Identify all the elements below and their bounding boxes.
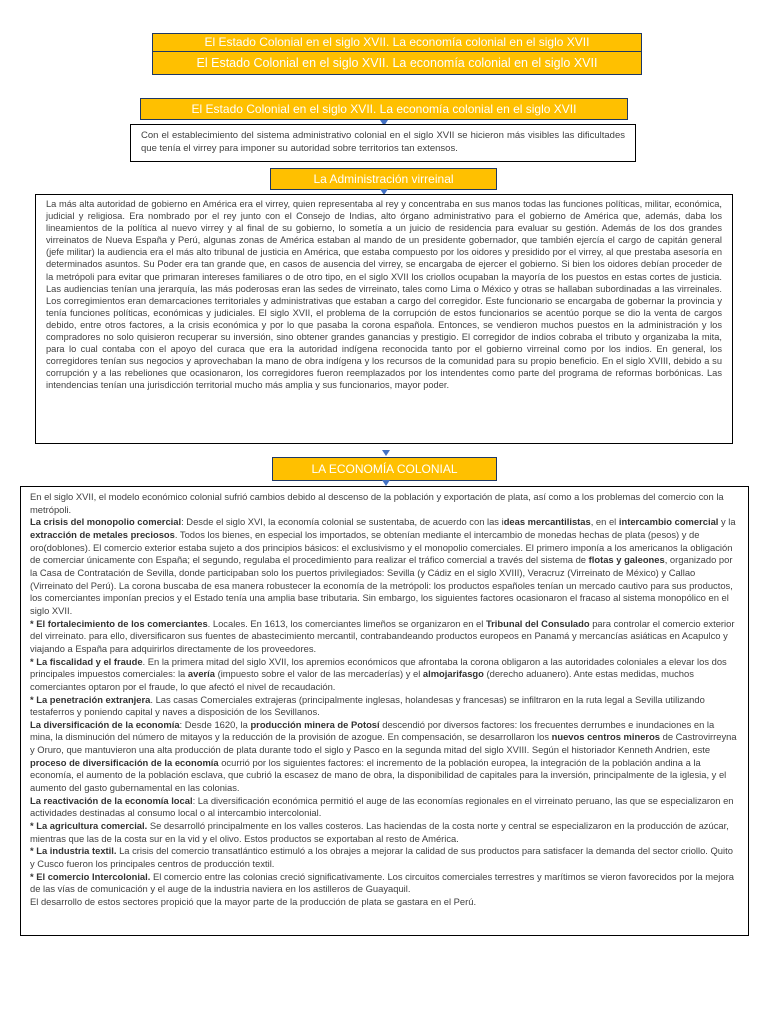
admin-heading: La Administración virreinal [313, 172, 454, 186]
div-title: La diversificación de la economía [30, 718, 180, 730]
admin-body-box [35, 194, 733, 444]
admin-heading-box [270, 168, 497, 190]
title-main-text: El Estado Colonial en el siglo XVII. La economía colonial en el siglo XVII [196, 56, 598, 70]
arrow-down-icon [382, 450, 390, 456]
title-second-text: El Estado Colonial en el siglo XVII. La economía colonial en el siglo XVII [191, 102, 577, 116]
econ-crisis-paragraph: La crisis del monopolio comercial: Desde el siglo XVI, la economía colonial se sustentaba, de acuerdo con las ideas mercantilistas, en el intercambio comercial y la extracción de metales preciosos. Todos los bienes, en especial los importados, se obtenían mediante el intercambio de monedas hechas de plata (pesos) y de oro(doblones). El comercio exterior estaba sujeto a dos principios básicos: el exclusivismo y el monopolio comerciales. El primero imponía a los americanos la obligación de comerciar únicamente con España; el segundo, regulaba el procedimiento para realizar el tráfico comercial a través del sistema de flotas y galeones, organizado por la Casa de Contratación de Sevilla, donde participaban solo los puertos privilegiados: Sevilla (y Cádiz en el siglo XVIII), Veracruz (Virreinato de México) y Callao (Virreinato del Perú). La corona buscaba de esa manera robustecer la economía de la metrópoli: los productos españoles tenían un mercado cautivo para sus productos, los comerciantes imponían precios y el Estado tenía una amplia base tributaria. Sin embargo, los siguientes factores ocasionaron el fracaso al sistema monopólico en el siglo XVII. [30, 516, 736, 616]
econ-agricultura-paragraph: * La agricultura comercial. Se desarrolló principalmente en los valles costeros. Las haciendas de la costa norte y central se especializaron en la producción de azúcar, mientras que las de la costa sur en la vid y el olivo. Estos productos se exportaban al resto de América. [30, 820, 729, 844]
title-ghost-box [152, 33, 642, 53]
intro-text: Con el establecimiento del sistema administrativo colonial en el siglo XVII se hicieron más visibles las dificultades que tenía el virrey para imponer su autoridad sobre territorios tan extensos. [141, 130, 625, 154]
fort-title: * El fortalecimiento de los comerciantes [30, 617, 208, 629]
title-main-box [152, 51, 642, 75]
econ-body-box [20, 486, 749, 936]
econ-fortalecimiento-paragraph: * El fortalecimiento de los comerciantes. Locales. En 1613, los comerciantes limeños se organizaron en el Tribunal del Consulado para controlar el comercio exterior del virreinato. para ello, diversificaron sus fuentes de abastecimiento mercantil, contrabandeando productos europeos en Panamá y mercancías asiáticas en Acapulco y viajando a España para adquirirlos directamente de los proveedores. [30, 617, 735, 654]
econ-diversificacion-paragraph: La diversificación de la economía: Desde 1620, la producción minera de Potosí descendió por diversos factores: los frecuentes derrumbes e inundaciones en la mina, la disminución del número de mitayos y la reducción de la provisión de azogue. En compensación, se desarrollaron los nuevos centros mineros de Castrovirreyna y Oruro, que mantuvieron una alta producción de plata durante todo el siglo y Pasco en la segunda mitad del siglo XVIII. Según el historiador Kenneth Andrien, este proceso de diversificación de la economía ocurrió por los siguientes factores: el incremento de la población europea, la integración de la población andina a la economía, el aumento de la población esclava, que cubrió la escasez de mano de obra, la disponibilidad de capitales para la inversión, principalmente de la iglesia, y el aumento del gasto gubernamental en las colonias. [30, 718, 737, 794]
admin-body-text: La más alta autoridad de gobierno en América era el virrey, quien representaba al rey y concentraba en sus manos todas las funciones políticas, militar, económica, judicial y religiosa. Era nombrado por el rey junto con el Consejo de Indias, alto órgano administrativo para el gobierno de América que, además, daba los lineamientos de la política al nuevo virrey y al final de su gobierno, lo sometía a un juicio de residencia para evaluar su gestión. Además de los dos grandes virreinatos de Nueva España y Perú, algunas zonas de América estaban al mando de un presidente gobernador, que también ejercía el cargo de capitán general (jefe militar) la audiencia era el más alto tribunal de justicia en América, que estaba compuesto por los oidores y presidido por el virrey, al que prestaba asesoría en determinados asuntos. Su Poder era tan grande que, en casos de ausencia del virrey, se encargaba de ejercer el gobierno. Si bien los oidores debían proceder de la metrópoli para evitar que primaran intereses familiares o de otro tipo, en el siglo XVII los criollos ocupaban la mayoría de los puestos en estas cortes de justicia. Las audiencias tenían una jerarquía, las más poderosas eran las sedes de virreinato, tales como Lima o México y otras se hallaban subordinadas a las virreinales. Los corregimientos eran demarcaciones territoriales y administrativas que estaban a cargo del corregidor. Este funcionario se encargaba de gobernar la provincia y tenía funciones políticas, económicas y judiciales. El siglo XVII, el problema de la corrupción de estos funcionarios se acentúo porque se dio la venta de cargos debido, entre otros factores, a la crisis económica y por lo que pasaba la corona española. Entonces, se vendieron muchos puestos en la administración y los compradores no solo quisieron recuperar su inversión, sino obtener grandes ganancias y prestigio. El corregidor de indios cobraba el tributo y organizaba la mita, para lo cual contaba con el apoyo del curaca que era la autoridad indígena reconocida tanto por el gobierno virreinal como por los indios. En general, los corregidores tenían sus negocios y aprovechaban la mano de obra indígena y los recursos de la comunidad para su propio beneficio. En el siglo XVIII, debido a su corrupción y a las rebeliones que ocasionaron, los corregidores fueron reemplazados por los intendentes como parte del programa de reformas borbónicas. Las intendencias tenían una jurisdicción territorial mucho más amplia y sus funcionarios, mayor poder. [46, 199, 722, 391]
title-second-box [140, 98, 628, 120]
pen-title: * La penetración extranjera [30, 693, 151, 705]
text-title: * La industria textil. [30, 845, 117, 857]
econ-heading-box [272, 457, 497, 481]
inter-title: * El comercio Intercolonial. [30, 870, 151, 882]
econ-intercolonial-paragraph: * El comercio Intercolonial. El comercio entre las colonias creció significativamente. Los circuitos comerciales terrestres y marítimos se vieron favorecidos por la mejora de las vías de comunicación y el auge de la industria naviera en los astilleros de Guayaquil. [30, 870, 734, 895]
intro-box [130, 124, 636, 162]
econ-intro-paragraph: En el siglo XVII, el modelo económico colonial sufrió cambios debido al descenso de la población y exportación de plata, así como a los problemas del comercio con la metrópoli. [30, 491, 724, 515]
econ-penetracion-paragraph: * La penetración extranjera. Las casas Comerciales extrajeras (principalmente inglesas, holandesas y francesas) se infiltraron en la ruta legal a Sevilla utilizando testaferros y poniendo capital y naves a disposición de los Sevillanos. [30, 693, 705, 718]
title-ghost-text: El Estado Colonial en el siglo XVII. La economía colonial en el siglo XVII [204, 35, 590, 49]
fisc-title: * La fiscalidad y el fraude [30, 655, 143, 667]
econ-fiscalidad-paragraph: * La fiscalidad y el fraude. En la primera mitad del siglo XVII, los apremios económicos que afrontaba la corona obligaron a las autoridades coloniales a elevar los dos principales impuestos comerciales: la avería (impuesto sobre el valor de las mercaderías) y el almojarifasgo (derecho aduanero). Ante estas medidas, muchos comerciantes optaron por el fraude, lo que afectó el nivel de recaudación. [30, 655, 727, 692]
econ-final-paragraph: El desarrollo de estos sectores propició que la mayor parte de la producción de plata se gastara en el Perú. [30, 896, 477, 907]
econ-heading: LA ECONOMÍA COLONIAL [311, 462, 458, 476]
agri-title: * La agricultura comercial. [30, 820, 148, 832]
econ-textil-paragraph: * La industria textil. La crisis del comercio transatlántico estimuló a los obrajes a mejorar la calidad de sus productos para satisfacer la demanda del sector criollo. Quito y Cusco fueron los principales centros de producción textil. [30, 845, 733, 870]
crisis-title: La crisis del monopolio comercial [30, 516, 182, 528]
react-title: La reactivación de la economía local [30, 794, 193, 806]
econ-reactivacion-paragraph: La reactivación de la economía local: La diversificación económica permitió el auge de las economías regionales en el virreinato peruano, las que se especializaron en actividades destinadas al consumo local o al intercambio intercolonial. [30, 794, 734, 819]
